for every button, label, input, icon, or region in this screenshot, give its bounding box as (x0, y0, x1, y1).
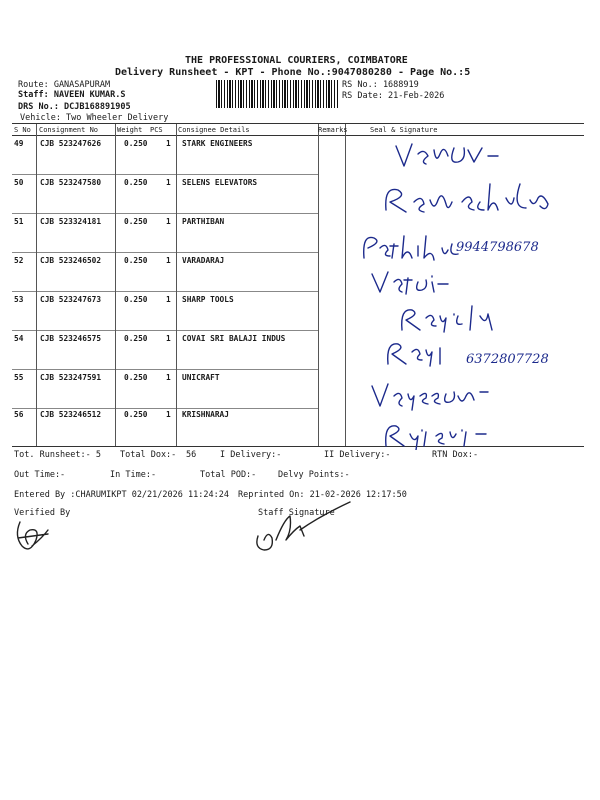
staff-label: Staff: NAVEEN KUMAR.S (18, 90, 126, 100)
row-consignment: CJB 523246512 (40, 410, 102, 419)
row-consignment: CJB 523247591 (40, 373, 102, 382)
row-sno: 51 (14, 217, 24, 226)
row-consignee: COVAI SRI BALAJI INDUS (182, 334, 286, 343)
staff-signature-label: Staff Signature (258, 508, 335, 518)
row-consignee: KRISHNARAJ (182, 410, 229, 419)
i-delivery: I Delivery:- (220, 450, 282, 460)
in-time: In Time:- (110, 470, 157, 480)
row-consignment: CJB 523247626 (40, 139, 102, 148)
col-header-consignee: Consignee Details (178, 126, 250, 134)
staff-signature-ink (250, 500, 360, 556)
handwritten-phone-51: 9944798678 (456, 240, 539, 255)
row-weight: 0.250 (124, 295, 148, 304)
total-pod: Total POD:- (200, 470, 257, 480)
col-header-remarks: Remarks (318, 126, 348, 134)
row-consignment: CJB 523246575 (40, 334, 102, 343)
row-divider (12, 213, 318, 214)
row-consignment: CJB 523247673 (40, 295, 102, 304)
row-sno: 50 (14, 178, 24, 187)
runsheet-subtitle: Delivery Runsheet - KPT - Phone No.:9047080280 - Page No.:5 (115, 67, 471, 78)
row-pcs: 1 (166, 178, 171, 187)
rs-number: RS No.: 1688919 (342, 80, 419, 90)
row-divider (12, 330, 318, 331)
col-divider (318, 124, 319, 446)
row-pcs: 1 (166, 334, 171, 343)
row-divider (12, 291, 318, 292)
row-pcs: 1 (166, 139, 171, 148)
verified-by-signature (12, 516, 62, 556)
handwritten-signature-55 (368, 378, 498, 412)
row-weight: 0.250 (124, 256, 148, 265)
row-weight: 0.250 (124, 373, 148, 382)
ii-delivery: II Delivery:- (324, 450, 391, 460)
row-divider (12, 369, 318, 370)
total-dox-label: Total Dox:- (120, 450, 177, 460)
drs-label: DRS No.: DCJB168891905 (18, 102, 131, 112)
table-top-rule (12, 123, 584, 124)
total-runsheet: Tot. Runsheet:- 5 (14, 450, 101, 460)
row-consignee: STARK ENGINEERS (182, 139, 253, 148)
col-divider (345, 124, 346, 446)
vehicle-label: Vehicle: Two Wheeler Delivery (20, 113, 169, 123)
handwritten-signature-53 (396, 302, 516, 334)
row-sno: 56 (14, 410, 24, 419)
delvy-points: Delvy Points:- (278, 470, 350, 480)
row-divider (12, 174, 318, 175)
col-header-sno: S No (14, 126, 31, 134)
row-weight: 0.250 (124, 334, 148, 343)
table-header-rule (12, 135, 584, 136)
handwritten-signature-54 (384, 338, 464, 368)
row-consignment: CJB 523324181 (40, 217, 102, 226)
handwritten-signature-49 (392, 140, 522, 172)
row-consignment: CJB 523247580 (40, 178, 102, 187)
verified-by-label: Verified By (14, 508, 71, 518)
row-consignee: UNICRAFT (182, 373, 220, 382)
company-title: THE PROFESSIONAL COURIERS, COIMBATORE (185, 55, 408, 66)
route-label: Route: GANASAPURAM (18, 80, 111, 90)
col-divider (115, 124, 116, 446)
row-consignee: VARADARAJ (182, 256, 225, 265)
row-consignee: SELENS ELEVATORS (182, 178, 258, 187)
col-header-seal: Seal & Signature (370, 126, 438, 134)
handwritten-phone-54: 6372807728 (466, 352, 549, 367)
row-weight: 0.250 (124, 410, 148, 419)
row-pcs: 1 (166, 410, 171, 419)
row-divider (12, 252, 318, 253)
handwritten-signature-52 (368, 268, 458, 296)
col-divider (176, 124, 177, 446)
row-pcs: 1 (166, 295, 171, 304)
row-sno: 54 (14, 334, 24, 343)
row-consignment: CJB 523246502 (40, 256, 102, 265)
row-weight: 0.250 (124, 217, 148, 226)
row-sno: 55 (14, 373, 24, 382)
row-pcs: 1 (166, 373, 171, 382)
row-sno: 53 (14, 295, 24, 304)
row-consignee: PARTHIBAN (182, 217, 225, 226)
handwritten-signature-50 (380, 180, 560, 218)
row-weight: 0.250 (124, 139, 148, 148)
total-dox-value: 56 (186, 450, 197, 460)
row-sno: 52 (14, 256, 24, 265)
barcode-image (216, 80, 338, 108)
col-header-consignment: Consignment No (39, 126, 99, 134)
reprinted-on: Reprinted On: 21-02-2026 12:17:50 (238, 490, 407, 500)
row-pcs: 1 (166, 217, 171, 226)
row-weight: 0.250 (124, 178, 148, 187)
col-divider (36, 124, 37, 446)
row-divider (12, 408, 318, 409)
handwritten-signature-56 (380, 418, 500, 450)
rtn-dox: RTN Dox:- (432, 450, 479, 460)
entered-by: Entered By :CHARUMIKPT 02/21/2026 11:24:24 (14, 490, 229, 500)
rs-date: RS Date: 21-Feb-2026 (342, 91, 445, 101)
row-pcs: 1 (166, 256, 171, 265)
col-header-pcs: PCS (150, 126, 163, 134)
row-sno: 49 (14, 139, 24, 148)
out-time: Out Time:- (14, 470, 66, 480)
row-consignee: SHARP TOOLS (182, 295, 234, 304)
col-header-weight: Weight (117, 126, 143, 134)
